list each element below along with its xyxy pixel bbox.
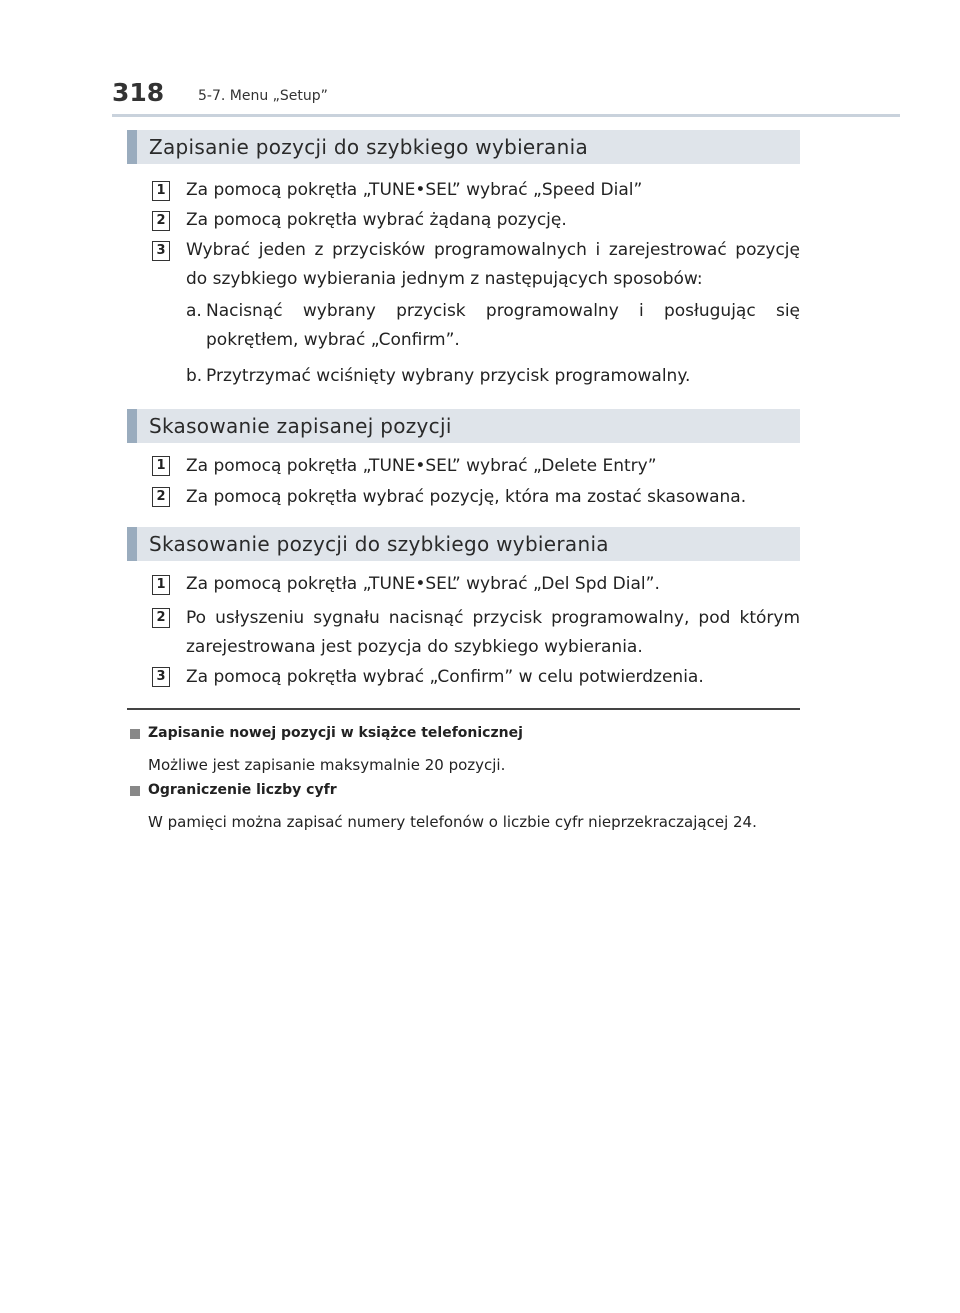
section-heading	[127, 527, 800, 561]
step-number: 1	[152, 575, 170, 595]
step-text: Wybrać jeden z przycisków programowalnych i zarejestrować pozycję do szybkiego wybierania jednym z następujących sposobów:	[186, 240, 800, 289]
step-number: 2	[152, 211, 170, 231]
notes-divider	[127, 708, 800, 710]
chapter-title: 5-7. Menu „Setup”	[198, 88, 328, 104]
header-divider	[112, 114, 900, 117]
square-bullet-icon	[130, 786, 140, 796]
step-number: 3	[152, 241, 170, 261]
note-body: Możliwe jest zapisanie maksymalnie 20 pozycji.	[148, 756, 506, 774]
step-number: 1	[152, 456, 170, 476]
step-number: 2	[152, 487, 170, 507]
substep-label: a.	[186, 301, 202, 321]
note-body: W pamięci można zapisać numery telefonów o liczbie cyfr nieprzekraczającej 24.	[148, 813, 757, 831]
section-title: Zapisanie pozycji do szybkiego wybierania	[149, 135, 588, 159]
step-text: Za pomocą pokrętła wybrać żądaną pozycję.	[186, 210, 567, 230]
substep-label: b.	[186, 366, 203, 386]
step-text: Po usłyszeniu sygnału nacisnąć przycisk programowalny, pod którym zarejestrowana jest pozycja do szybkiego wybierania.	[186, 608, 800, 657]
step-text: Za pomocą pokrętła „TUNE•SEL” wybrać „Del Spd Dial”.	[186, 574, 660, 594]
substep-text: Nacisnąć wybrany przycisk programowalny i posługując się pokrętłem, wybrać „Confirm”.	[206, 301, 800, 350]
step-number: 2	[152, 608, 170, 628]
section-heading	[127, 130, 800, 164]
step-number: 1	[152, 181, 170, 201]
step-text: Za pomocą pokrętła wybrać pozycję, która ma zostać skasowana.	[186, 487, 747, 507]
substep-text: Przytrzymać wciśnięty wybrany przycisk programowalny.	[206, 366, 691, 386]
note-title: Zapisanie nowej pozycji w książce telefonicznej	[148, 725, 523, 741]
page-header	[112, 78, 900, 118]
section-heading	[127, 409, 800, 443]
square-bullet-icon	[130, 729, 140, 739]
page-number: 318	[112, 78, 165, 107]
step-text: Za pomocą pokrętła „TUNE•SEL” wybrać „Speed Dial”	[186, 180, 643, 200]
step-text: Za pomocą pokrętła „TUNE•SEL” wybrać „Delete Entry”	[186, 456, 657, 476]
step-number: 3	[152, 667, 170, 687]
section-title: Skasowanie pozycji do szybkiego wybierania	[149, 532, 609, 556]
note-title: Ograniczenie liczby cyfr	[148, 782, 337, 798]
section-title: Skasowanie zapisanej pozycji	[149, 414, 452, 438]
step-text: Za pomocą pokrętła wybrać „Confirm” w celu potwierdzenia.	[186, 667, 704, 687]
